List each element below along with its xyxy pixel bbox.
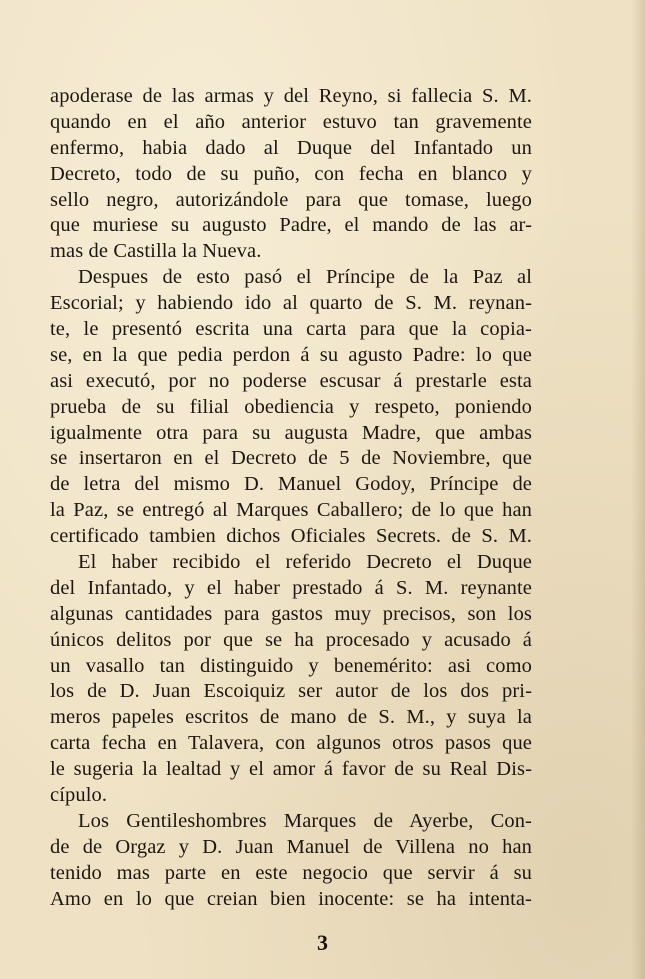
text-line: del Infantado, y el haber prestado á S. M. reynante <box>50 576 532 599</box>
page-edge-shadow <box>631 0 645 979</box>
text-line: quando en el año anterior estuvo tan gravemente <box>50 110 532 133</box>
text-line: mas de Castilla la Nueva. <box>50 240 262 263</box>
text-line: igualmente otra para su augusta Madre, que ambas <box>50 421 532 444</box>
text-line: prueba de su filial obediencia y respeto, poniendo <box>50 395 532 418</box>
text-line: Amo en lo que creian bien inocente: se ha intenta- <box>50 887 532 910</box>
text-line: tenido mas parte en este negocio que servir á su <box>50 861 532 884</box>
text-line: Escorial; y habiendo ido al quarto de S. M. reynan- <box>50 292 532 315</box>
page-number: 3 <box>317 930 328 955</box>
text-line: meros papeles escritos de mano de S. M., y suya la <box>50 706 532 729</box>
text-line: los de D. Juan Escoiquiz ser autor de los dos pri- <box>50 680 532 703</box>
text-line: sello negro, autorizándole para que tomase, luego <box>50 188 532 211</box>
text-line: algunas cantidades para gastos muy precisos, son los <box>50 602 532 625</box>
text-line: se insertaron en el Decreto de 5 de Noviembre, que <box>50 447 532 470</box>
text-line: la Paz, se entregó al Marques Caballero; de lo que han <box>50 499 532 522</box>
text-line: enfermo, habia dado al Duque del Infantado un <box>50 136 532 159</box>
body-text <box>50 84 532 913</box>
text-line: asi executó, por no poderse escusar á prestarle esta <box>50 369 532 392</box>
text-line: apoderase de las armas y del Reyno, si fallecia S. M. <box>50 85 532 107</box>
text-line: carta fecha en Talavera, con algunos otros pasos que <box>50 732 532 755</box>
text-line: un vasallo tan distinguido y benemérito: asi como <box>50 654 532 677</box>
text-line: de letra del mismo D. Manuel Godoy, Príncipe de <box>50 473 532 496</box>
text-line: de de Orgaz y D. Juan Manuel de Villena no han <box>50 835 532 858</box>
text-line: cípulo. <box>50 784 108 807</box>
text-line: Decreto, todo de su puño, con fecha en blanco y <box>50 162 532 185</box>
text-line: certificado tambien dichos Oficiales Secrets. de S. M. <box>50 525 532 548</box>
text-line: te, le presentó escrita una carta para que la copia- <box>50 318 532 341</box>
paragraph-start-line: Los Gentileshombres Marques de Ayerbe, Con- <box>78 809 532 832</box>
paragraph-start-line: Despues de esto pasó el Príncipe de la Paz al <box>78 266 532 289</box>
paragraph-start-line: El haber recibido el referido Decreto el Duque <box>78 551 532 574</box>
text-line: que muriese su augusto Padre, el mando de las ar- <box>50 214 532 237</box>
text-line: únicos delitos por que se ha procesado y acusado á <box>50 628 532 651</box>
text-line: le sugeria la lealtad y el amor á favor de su Real Dis- <box>50 758 532 781</box>
text-line: se, en la que pedia perdon á su agusto Padre: lo que <box>50 343 532 366</box>
